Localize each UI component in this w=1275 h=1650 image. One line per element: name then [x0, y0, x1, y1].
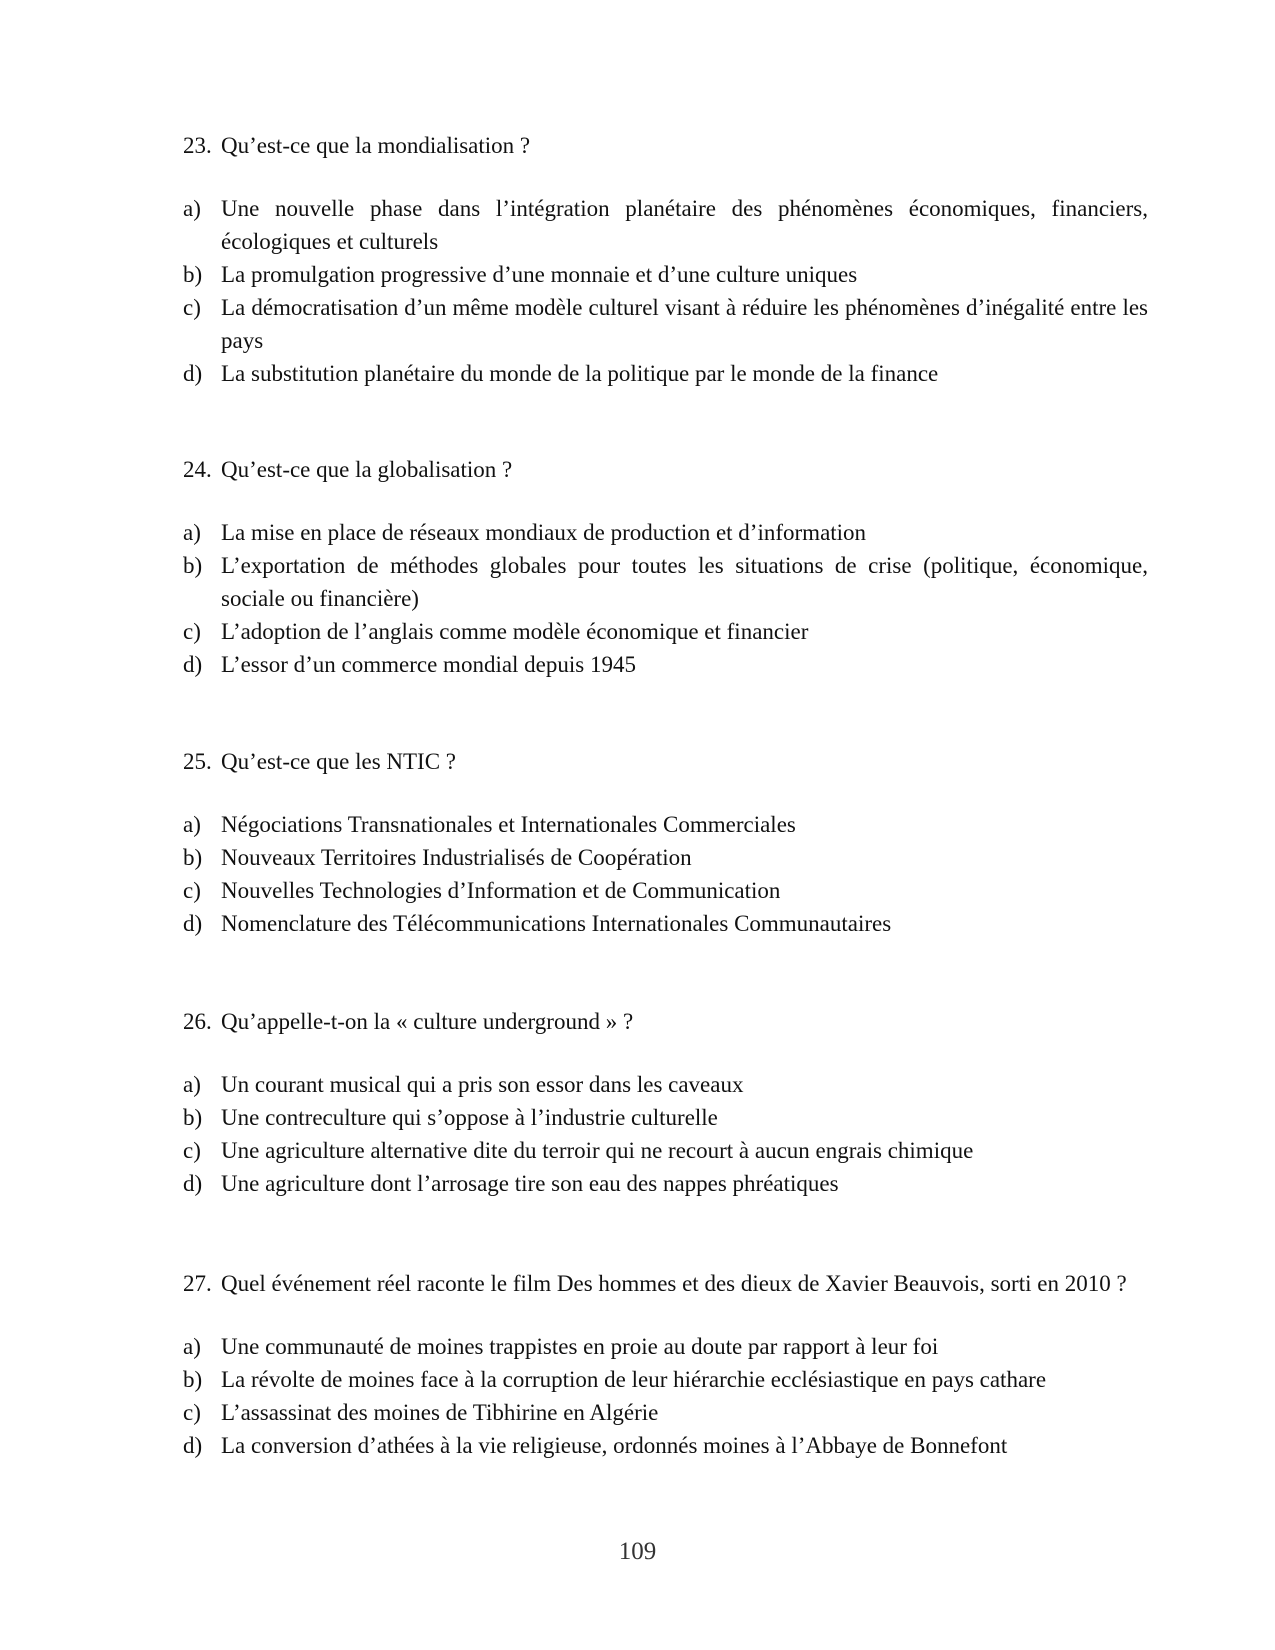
answer-option-c: [183, 615, 1148, 648]
option-text: La conversion d’athées à la vie religieuse, ordonnés moines à l’Abbaye de Bonnefont: [221, 1433, 1008, 1458]
question-text: Qu’est-ce que les NTIC ?: [221, 749, 457, 774]
question-text: Qu’appelle-t-on la « culture underground » ?: [221, 1009, 634, 1034]
question-23: [183, 129, 1148, 390]
page-number: 109: [618, 1538, 657, 1565]
option-text: L’exportation de méthodes globales pour toutes les situations de crise (politique, économique, sociale ou financière): [221, 553, 1148, 611]
question-text: Qu’est-ce que la mondialisation ?: [221, 133, 531, 158]
question-text: Quel événement réel raconte le film Des hommes et des dieux de Xavier Beauvois, sorti en 2010 ?: [221, 1271, 1127, 1296]
question-number: 27.: [183, 1271, 212, 1296]
question-27: [183, 1267, 1148, 1462]
answer-options: [183, 1330, 1148, 1462]
option-text: Une communauté de moines trappistes en proie au doute par rapport à leur foi: [221, 1334, 939, 1359]
question-title: [183, 453, 1148, 486]
question-title: [183, 1267, 1148, 1300]
question-title: [183, 129, 1148, 162]
option-letter: d): [183, 911, 203, 936]
option-text: Une nouvelle phase dans l’intégration planétaire des phénomènes économiques, financiers, écologiques et culturels: [221, 196, 1148, 254]
option-letter: d): [183, 1171, 203, 1196]
option-letter: a): [183, 520, 201, 545]
answer-option-b: [183, 258, 1148, 291]
answer-option-d: [183, 1167, 1148, 1200]
answer-option-d: [183, 1429, 1148, 1462]
answer-options: [183, 808, 1148, 940]
question-number: 25.: [183, 749, 212, 774]
question-number: 24.: [183, 457, 212, 482]
option-text: L’assassinat des moines de Tibhirine en Algérie: [221, 1400, 659, 1425]
option-text: L’adoption de l’anglais comme modèle économique et financier: [221, 619, 809, 644]
answer-option-b: [183, 1101, 1148, 1134]
question-24: [183, 453, 1148, 681]
answer-option-b: [183, 549, 1148, 615]
question-number: 26.: [183, 1009, 212, 1034]
answer-option-d: [183, 907, 1148, 940]
option-letter: d): [183, 361, 203, 386]
question-text: Qu’est-ce que la globalisation ?: [221, 457, 513, 482]
answer-options: [183, 192, 1148, 390]
option-letter: b): [183, 553, 203, 578]
option-letter: a): [183, 1334, 201, 1359]
answer-option-c: [183, 1396, 1148, 1429]
option-letter: a): [183, 196, 201, 221]
answer-option-c: [183, 1134, 1148, 1167]
option-text: Nouvelles Technologies d’Information et de Communication: [221, 878, 781, 903]
option-text: Une agriculture alternative dite du terroir qui ne recourt à aucun engrais chimique: [221, 1138, 974, 1163]
option-text: La mise en place de réseaux mondiaux de production et d’information: [221, 520, 867, 545]
question-26: [183, 1005, 1148, 1200]
answer-options: [183, 1068, 1148, 1200]
option-letter: a): [183, 1072, 201, 1097]
option-letter: c): [183, 878, 201, 903]
option-text: La démocratisation d’un même modèle culturel visant à réduire les phénomènes d’inégalité entre les pays: [221, 295, 1148, 353]
option-text: Une agriculture dont l’arrosage tire son eau des nappes phréatiques: [221, 1171, 839, 1196]
option-letter: b): [183, 1367, 203, 1392]
option-letter: c): [183, 1400, 201, 1425]
option-letter: c): [183, 1138, 201, 1163]
option-letter: b): [183, 1105, 203, 1130]
question-25: [183, 745, 1148, 940]
answer-option-b: [183, 1363, 1148, 1396]
answer-option-d: [183, 357, 1148, 390]
question-title: [183, 745, 1148, 778]
option-letter: d): [183, 652, 203, 677]
answer-option-a: [183, 1330, 1148, 1363]
answer-option-c: [183, 291, 1148, 357]
answer-option-b: [183, 841, 1148, 874]
answer-option-a: [183, 192, 1148, 258]
option-text: La promulgation progressive d’une monnaie et d’une culture uniques: [221, 262, 858, 287]
answer-option-a: [183, 516, 1148, 549]
option-letter: b): [183, 845, 203, 870]
option-letter: a): [183, 812, 201, 837]
option-text: Nomenclature des Télécommunications Internationales Communautaires: [221, 911, 892, 936]
option-text: Nouveaux Territoires Industrialisés de Coopération: [221, 845, 692, 870]
option-letter: b): [183, 262, 203, 287]
option-letter: c): [183, 295, 201, 320]
answer-option-a: [183, 808, 1148, 841]
option-letter: c): [183, 619, 201, 644]
option-text: Négociations Transnationales et Internationales Commerciales: [221, 812, 796, 837]
option-text: La révolte de moines face à la corruption de leur hiérarchie ecclésiastique en pays cathare: [221, 1367, 1047, 1392]
option-letter: d): [183, 1433, 203, 1458]
option-text: La substitution planétaire du monde de la politique par le monde de la finance: [221, 361, 939, 386]
answer-options: [183, 516, 1148, 681]
option-text: L’essor d’un commerce mondial depuis 1945: [221, 652, 636, 677]
question-number: 23.: [183, 133, 212, 158]
answer-option-a: [183, 1068, 1148, 1101]
question-title: [183, 1005, 1148, 1038]
answer-option-d: [183, 648, 1148, 681]
answer-option-c: [183, 874, 1148, 907]
option-text: Un courant musical qui a pris son essor dans les caveaux: [221, 1072, 744, 1097]
option-text: Une contreculture qui s’oppose à l’industrie culturelle: [221, 1105, 718, 1130]
